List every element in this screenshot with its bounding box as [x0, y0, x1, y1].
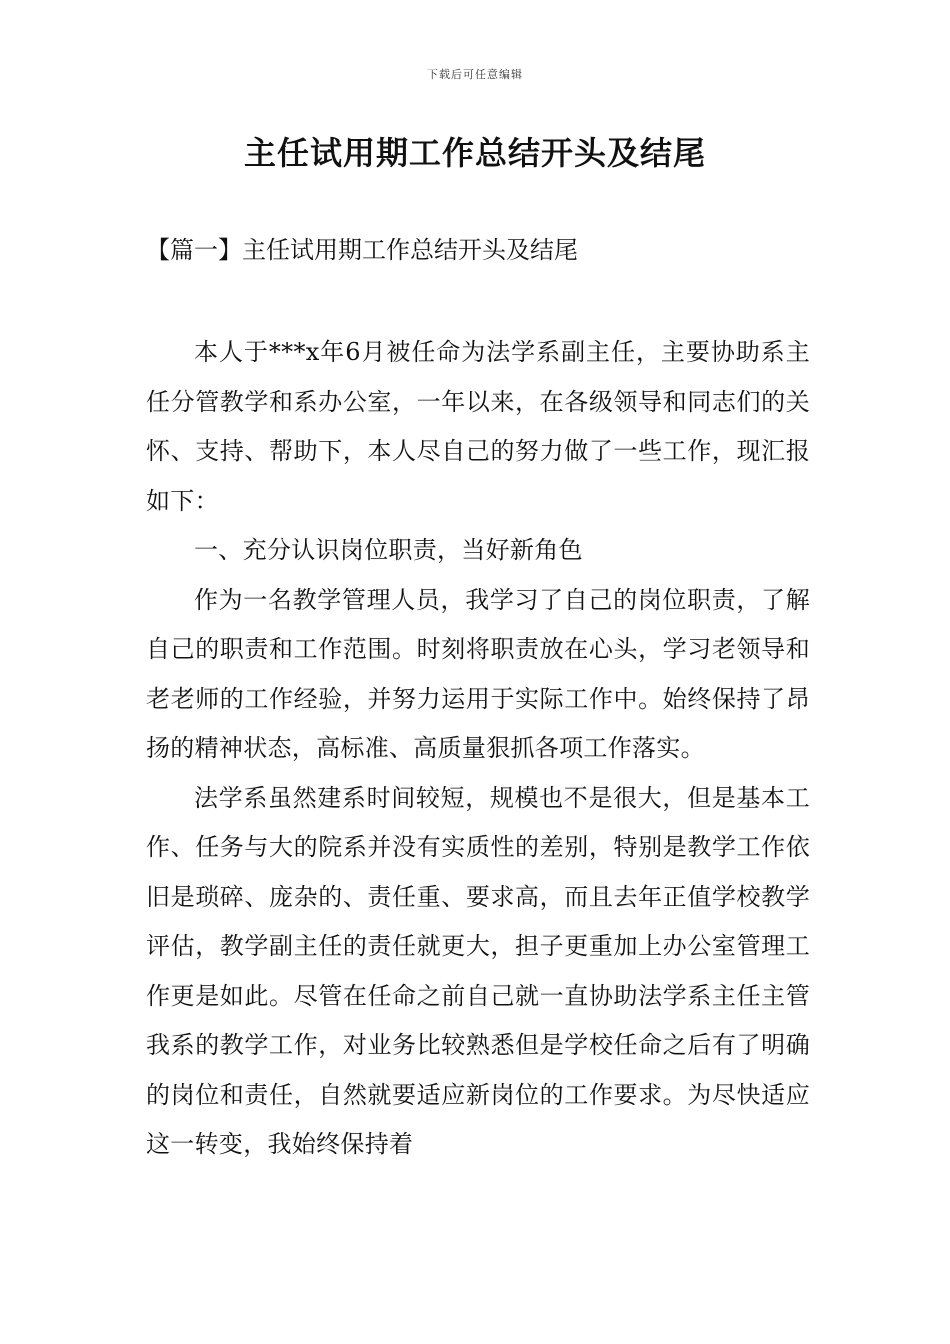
paragraph-intro: 本人于***x年6月被任命为法学系副主任，主要协助系主任分管教学和系办公室，一年以来，在各级领导和同志们的关怀、支持、帮助下，本人尽自己的努力做了一些工作，现汇报如下： [146, 338, 810, 515]
document-title: 主任试用期工作总结开头及结尾 [243, 134, 706, 172]
section-heading: 【篇一】主任试用期工作总结开头及结尾 [146, 236, 578, 264]
body-text [146, 328, 810, 1170]
paragraph-department: 法学系虽然建系时间较短，规模也不是很大，但是基本工作、任务与大的院系并没有实质性的差别，特别是教学工作依旧是琐碎、庞杂的、责任重、要求高，而且去年正值学校教学评估，教学副主任的责任就更大，担子更重加上办公室管理工作更是如此。尽管在任命之前自己就一直协助法学系主任主管我系的教学工作，对业务比较熟悉但是学校任命之后有了明确的岗位和责任，自然就要适应新岗位的工作要求。为尽快适应这一转变，我始终保持着 [146, 783, 810, 1158]
paragraph-duties: 作为一名教学管理人员，我学习了自己的岗位职责，了解自己的职责和工作范围。时刻将职责放在心头，学习老领导和老老师的工作经验，并努力运用于实际工作中。始终保持了昂扬的精神状态，高标准、高质量狠抓各项工作落实。 [146, 585, 810, 762]
header-note: 下载后可任意编辑 [427, 68, 523, 81]
paragraph-subheading: 一、充分认识岗位职责，当好新角色 [194, 536, 583, 564]
